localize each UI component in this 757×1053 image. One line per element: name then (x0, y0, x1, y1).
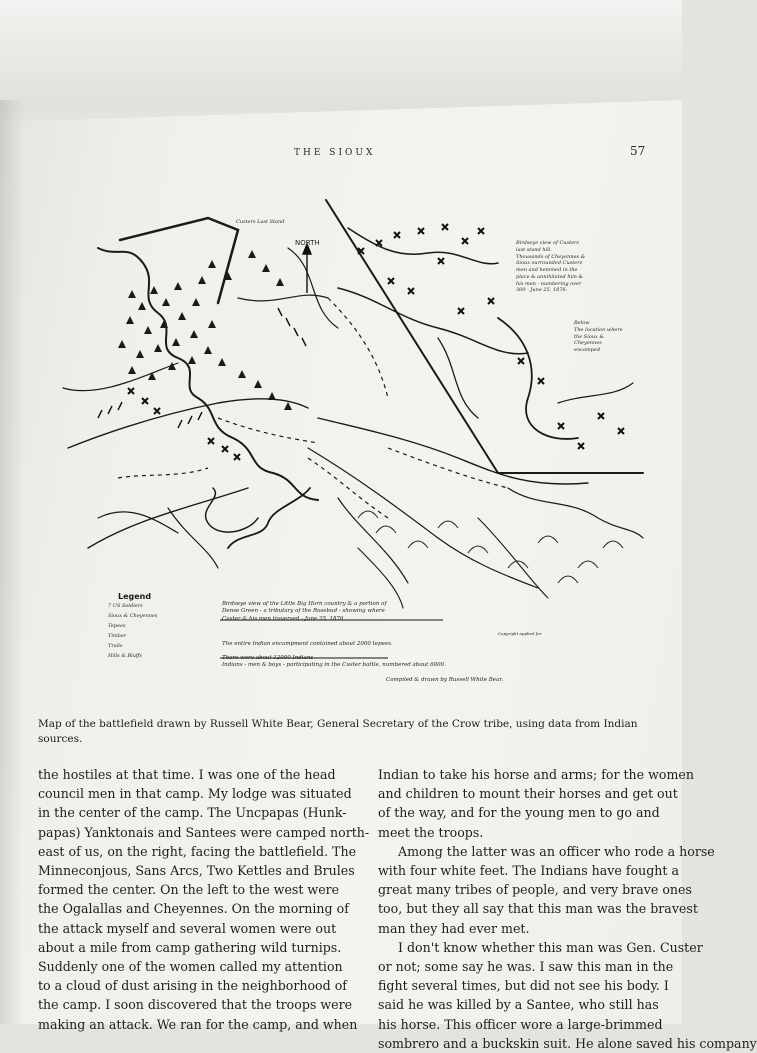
body-text-right-column (378, 765, 757, 1053)
compiled-note: Compiled & drawn by Russell White Bear. (386, 677, 504, 683)
north-label: NORTH (295, 239, 320, 247)
text-line: council men in that camp. My lodge was situated (38, 786, 352, 802)
running-head: THE SIOUX (294, 148, 376, 158)
below-note-line: Below (574, 320, 590, 326)
text-line: the hostiles at that time. I was one of the head (38, 767, 336, 782)
text-line: the attack myself and several women were out (38, 920, 337, 936)
figure-caption: Map of the battlefield drawn by Russell White Bear, General Secretary of the Crow tribe, using data from Indian sources. (38, 718, 638, 745)
text-line: making an attack. We ran for the camp, and when (38, 1016, 358, 1032)
text-line: Indian to take his horse and arms; for the women (378, 767, 694, 782)
custer-last-stand-label: Custers Last Stand (236, 219, 285, 225)
text-line: great many tribes of people, and very brave ones (378, 882, 692, 898)
text-line: or not; some say he was. I saw this man in the (378, 959, 674, 975)
birdseye-note-line: Dense Green - a tributary of the Rosebud - showing where (222, 608, 385, 615)
text-line: with four white feet. The Indians have fought a (378, 863, 679, 879)
legend-item: Tepees (108, 623, 126, 629)
inset-note-line: men and hemmed in the (516, 267, 578, 273)
below-note (574, 320, 623, 354)
encampment-note: The entire Indian encampment contained about 2000 tepees. (222, 641, 393, 647)
inset-note-line: Birdseye view of Custers (516, 240, 580, 246)
text-line: formed the center. On the left to the west were (38, 882, 340, 898)
text-line: fight several times, but did not see his body. I (378, 978, 669, 994)
text-line: I don't know whether this man was Gen. Custer (398, 939, 703, 955)
text-line: of the way, and for the young men to go and (378, 805, 660, 821)
inset-note-line: his men - numbering over (516, 280, 582, 287)
birdseye-note-line: Custer & his men traversed - June 25, 1876. (222, 615, 346, 622)
inset-note-line: 300 - June 25, 1876. (516, 287, 568, 294)
text-line: sombrero and a buckskin suit. He alone saved his company (378, 1035, 757, 1051)
legend-item: Sioux & Cheyennes (108, 613, 158, 619)
birdseye-note-line: Birdseye view of the Little Big Horn country & a portion of (222, 601, 387, 607)
indians-note-line: Indians - men & boys - participating in the Custer battle, numbered about 6000. (222, 662, 446, 669)
inset-note-line: Sioux surrounded Custers (516, 260, 583, 267)
below-note-line: The location where (574, 326, 623, 333)
inset-note-line: last stand hill. (516, 246, 552, 253)
inset-note-line: place & annihilated him & (516, 273, 583, 280)
legend-item: Trails (108, 643, 123, 649)
spine-shadow (0, 100, 24, 1024)
text-line: to a cloud of dust arising in the neighborhood of (38, 978, 347, 994)
text-line: Minneconjous, Sans Arcs, Two Kettles and Brules (38, 863, 355, 879)
legend-item: Timber (108, 633, 127, 639)
inset-note-line: Thousands of Cheyennes & (516, 253, 586, 260)
text-line: Suddenly one of the women called my attention (38, 959, 343, 975)
body-text-left-column (38, 765, 370, 1034)
page-number: 57 (630, 144, 646, 158)
text-line: east of us, on the right, facing the battlefield. The (38, 843, 357, 859)
legend-title: Legend (118, 592, 152, 601)
text-line: and children to mount their horses and get out (378, 786, 678, 802)
below-note-line: the Sioux & (574, 333, 604, 340)
below-note-line: encamped (574, 347, 601, 353)
text-line: the camp. I soon discovered that the troops were (38, 997, 353, 1013)
text-line: his horse. This officer wore a large-brimmed (378, 1016, 663, 1032)
text-line: meet the troops. (378, 824, 484, 840)
text-line: papas) Yanktonais and Santees were camped north- (38, 824, 370, 840)
text-line: too, but they all say that this man was the bravest (378, 901, 698, 917)
indians-note-line: There were about 12000 Indians (222, 655, 314, 661)
copyright-note: Copyright applied for (498, 631, 542, 636)
inset-note (516, 240, 585, 294)
legend-item: Hills & Bluffs (108, 653, 142, 659)
birdseye-note (222, 601, 386, 623)
text-line: said he was killed by a Santee, who still has (378, 997, 659, 1013)
background-surface (0, 0, 682, 112)
text-line: Among the latter was an officer who rode a horse (398, 843, 715, 859)
below-note-line: Cheyennes (574, 340, 602, 347)
text-line: in the center of the camp. The Uncpapas (Hunk- (38, 805, 347, 821)
text-line: man they had ever met. (378, 920, 530, 936)
text-line: about a mile from camp gathering wild turnips. (38, 939, 342, 955)
legend-item: 7 US Soldiers (108, 603, 143, 609)
text-line: the Ogalallas and Cheyennes. On the morning of (38, 901, 349, 917)
indians-note (222, 655, 446, 670)
